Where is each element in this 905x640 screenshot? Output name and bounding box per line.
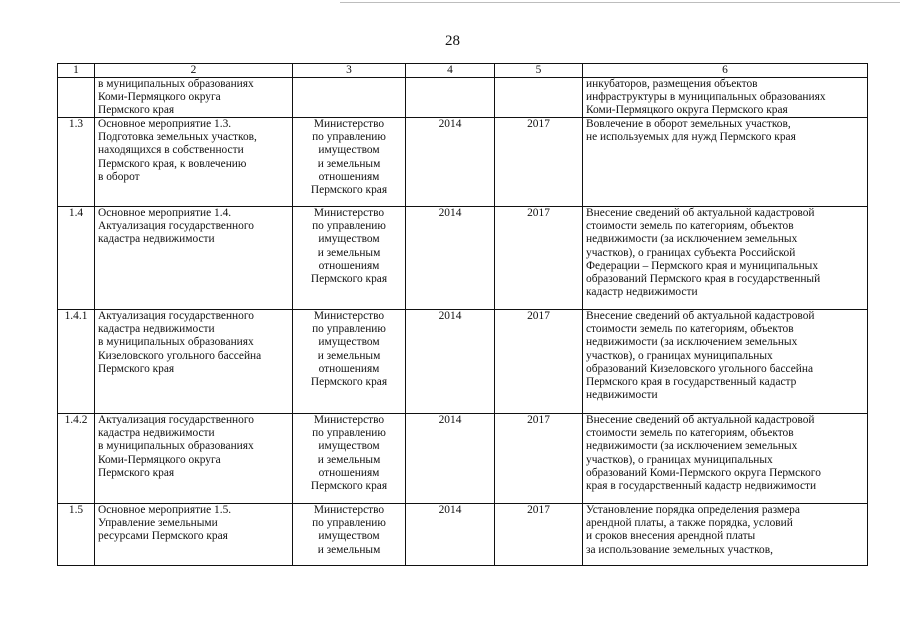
responsible-executor: Министерство по управлению имуществом и земельным отношениям Пермского края [293,414,406,504]
end-year: 2017 [495,310,583,414]
row-number [58,78,95,118]
table-row [58,310,868,414]
end-year: 2017 [495,504,583,566]
column-number-3: 3 [293,64,406,78]
start-year: 2014 [406,504,495,566]
expected-result: Внесение сведений об актуальной кадастровой стоимости земель по категориям, объектов недвижимости (за исключением земельных участков), о границах муниципальных образований Коми-Пермского округа Пермского края в государственный кадастр недвижимости [583,414,868,504]
program-measures-table [57,63,868,566]
expected-result: Внесение сведений об актуальной кадастровой стоимости земель по категориям, объектов недвижимости (за исключением земельных участков), о границах субъекта Российской Федерации – Пермского края и муниципальных образований Пермского края в государственный кадастр недвижимости [583,207,868,310]
start-year [406,78,495,118]
start-year: 2014 [406,310,495,414]
row-number: 1.3 [58,118,95,207]
measure-name: Основное мероприятие 1.3. Подготовка земельных участков, находящихся в собственности Пермского края, к вовлечению в оборот [95,118,293,207]
responsible-executor [293,78,406,118]
column-number-1: 1 [58,64,95,78]
measure-name: Основное мероприятие 1.5. Управление земельными ресурсами Пермского края [95,504,293,566]
end-year: 2017 [495,207,583,310]
measure-name: Актуализация государственного кадастра недвижимости в муниципальных образованиях Кизеловского угольного бассейна Пермского края [95,310,293,414]
table-row [58,414,868,504]
expected-result: Вовлечение в оборот земельных участков, не используемых для нужд Пермского края [583,118,868,207]
end-year: 2017 [495,118,583,207]
row-number: 1.5 [58,504,95,566]
responsible-executor: Министерство по управлению имуществом и земельным отношениям Пермского края [293,118,406,207]
table-row [58,504,868,566]
start-year: 2014 [406,118,495,207]
end-year [495,78,583,118]
column-number-row [58,64,868,78]
table-row [58,118,868,207]
expected-result: Внесение сведений об актуальной кадастровой стоимости земель по категориям, объектов недвижимости (за исключением земельных участков), о границах муниципальных образований Кизеловского угольного бассейна Пермского края в государственный кадастр недвижимости [583,310,868,414]
start-year: 2014 [406,414,495,504]
end-year: 2017 [495,414,583,504]
responsible-executor: Министерство по управлению имуществом и земельным отношениям Пермского края [293,310,406,414]
measure-name: в муниципальных образованиях Коми-Пермяцкого округа Пермского края [95,78,293,118]
responsible-executor: Министерство по управлению имуществом и земельным отношениям Пермского края [293,207,406,310]
row-number: 1.4 [58,207,95,310]
measure-name: Актуализация государственного кадастра недвижимости в муниципальных образованиях Коми-Пермяцкого округа Пермского края [95,414,293,504]
page-number: 28 [445,33,460,49]
row-number: 1.4.2 [58,414,95,504]
column-number-2: 2 [95,64,293,78]
table-row [58,78,868,118]
row-number: 1.4.1 [58,310,95,414]
column-number-5: 5 [495,64,583,78]
column-number-6: 6 [583,64,868,78]
column-number-4: 4 [406,64,495,78]
responsible-executor: Министерство по управлению имуществом и земельным [293,504,406,566]
expected-result: инкубаторов, размещения объектов инфраструктуры в муниципальных образованиях Коми-Пермяцкого округа Пермского края [583,78,868,118]
table-row [58,207,868,310]
scan-top-edge-line [340,2,900,3]
start-year: 2014 [406,207,495,310]
measure-name: Основное мероприятие 1.4. Актуализация государственного кадастра недвижимости [95,207,293,310]
expected-result: Установление порядка определения размера арендной платы, а также порядка, условий и сроков внесения арендной платы за использование земельных участков, [583,504,868,566]
